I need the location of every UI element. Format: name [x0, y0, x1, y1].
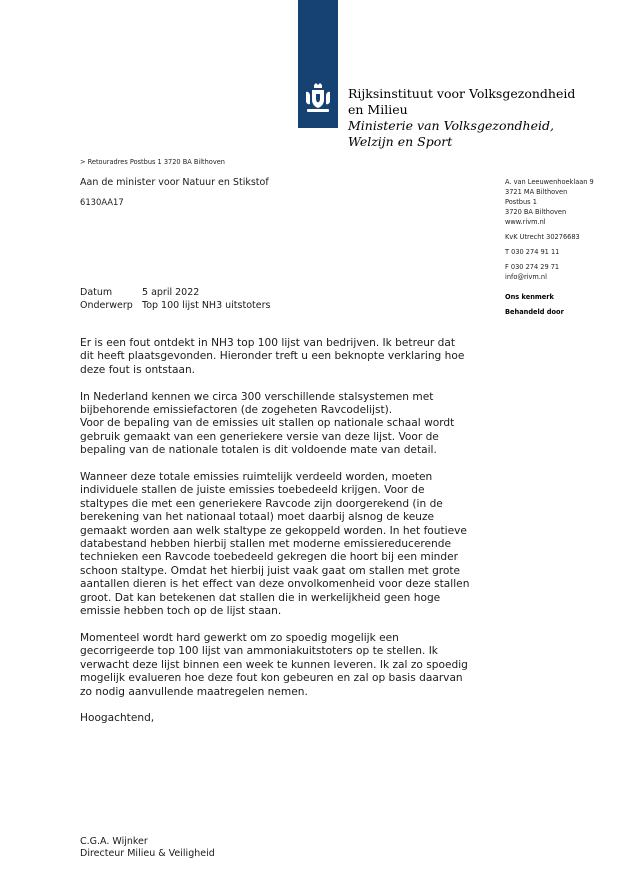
date-label: Datum	[80, 287, 113, 298]
sender-details	[505, 177, 594, 317]
sender-phone: T 030 274 91 11	[505, 248, 560, 256]
sender-website: www.rivm.nl	[505, 218, 546, 226]
paragraph-2: In Nederland kennen we circa 300 verschillende stalsystemen met bijbehorende emissiefactoren (de zogeheten Ravcodelijst). Voor de bepaling van de emissies uit stallen op nationale schaal wordt gebruik gemaakt van een generiekere versie van deze lijst. Voor de bepaling van de nationale totalen is dit voldoende mate van detail.	[80, 390, 455, 457]
sender-postbox-city: 3720 BA Bilthoven	[505, 208, 567, 216]
paragraph-3: Wanneer deze totale emissies ruimtelijk verdeeld worden, moeten individuele stallen de juiste emissies toebedeeld krijgen. Voor de staltypes die met een generiekere Ravcode zijn doorgerekend (in de berekening van het nationaal totaal) moet daarbij alsnog de keuze gemaakt worden aan welk staltype ze gekoppeld worden. In het foutieve databestand hebben hierbij stallen met moderne emissiereducerende technieken een Ravcode toebedeeld gekregen die hoort bij een minder schoon staltype. Omdat het hierbij juist vaak gaat om stallen met grote aantallen dieren is het effect van deze onvolkomenheid voor deze stallen groot. Dat kan betekenen dat stallen die in werkelijkheid geen hoge emissie hebben toch op de lijst staan.	[80, 471, 470, 618]
org-line-2: en Milieu	[348, 102, 408, 117]
addressee: Aan de minister voor Natuur en Stikstof	[80, 177, 269, 188]
subject-value: Top 100 lijst NH3 uitstoters	[142, 299, 271, 311]
sender-fax: F 030 274 29 71	[505, 263, 560, 271]
sender-kvk: KvK Utrecht 30276683	[505, 233, 580, 241]
closing: Hoogachtend,	[80, 712, 155, 725]
organization-name	[348, 86, 575, 150]
letter-meta	[80, 287, 270, 312]
signature-block	[80, 836, 215, 860]
paragraph-1: Er is een fout ontdekt in NH3 top 100 lijst van bedrijven. Ik betreur dat dit heeft plaatsgevonden. Hieronder treft u een beknopte verklaring hoe deze fout is ontstaan.	[80, 337, 465, 376]
sender-city: 3721 MA Bilthoven	[505, 188, 568, 196]
signer-name: C.G.A. Wijnker	[80, 836, 148, 847]
royal-crest-icon	[303, 82, 333, 114]
reference-code: 6130AA17	[80, 197, 124, 207]
sender-postbox: Postbus 1	[505, 198, 537, 206]
logo-bar	[298, 0, 338, 128]
org-line-1: Rijksinstituut voor Volksgezondheid	[348, 86, 576, 101]
signer-title: Directeur Milieu & Veiligheid	[80, 848, 215, 859]
ministry-line-2: Welzijn en Sport	[348, 134, 453, 149]
letter-body	[80, 337, 510, 739]
subject-label: Onderwerp	[80, 299, 133, 311]
behandeld-label: Behandeld door	[505, 308, 564, 316]
ministry-line-1: Ministerie van Volksgezondheid,	[348, 118, 554, 133]
sender-street: A. van Leeuwenhoeklaan 9	[505, 178, 594, 186]
date-value: 5 april 2022	[142, 287, 200, 298]
kenmerk-label: Ons kenmerk	[505, 293, 554, 301]
sender-email: info@rivm.nl	[505, 273, 547, 281]
paragraph-4: Momenteel wordt hard gewerkt om zo spoedig mogelijk een gecorrigeerde top 100 lijst van ammoniakuitstoters op te stellen. Ik verwacht deze lijst binnen een week te kunnen leveren. Ik zal zo spoedig mogelijk evalueren hoe deze fout kon gebeuren en zal op basis daarvan zo nodig aanvullende maatregelen nemen.	[80, 631, 468, 698]
return-address: > Retouradres Postbus 1 3720 BA Bilthoven	[80, 158, 225, 166]
